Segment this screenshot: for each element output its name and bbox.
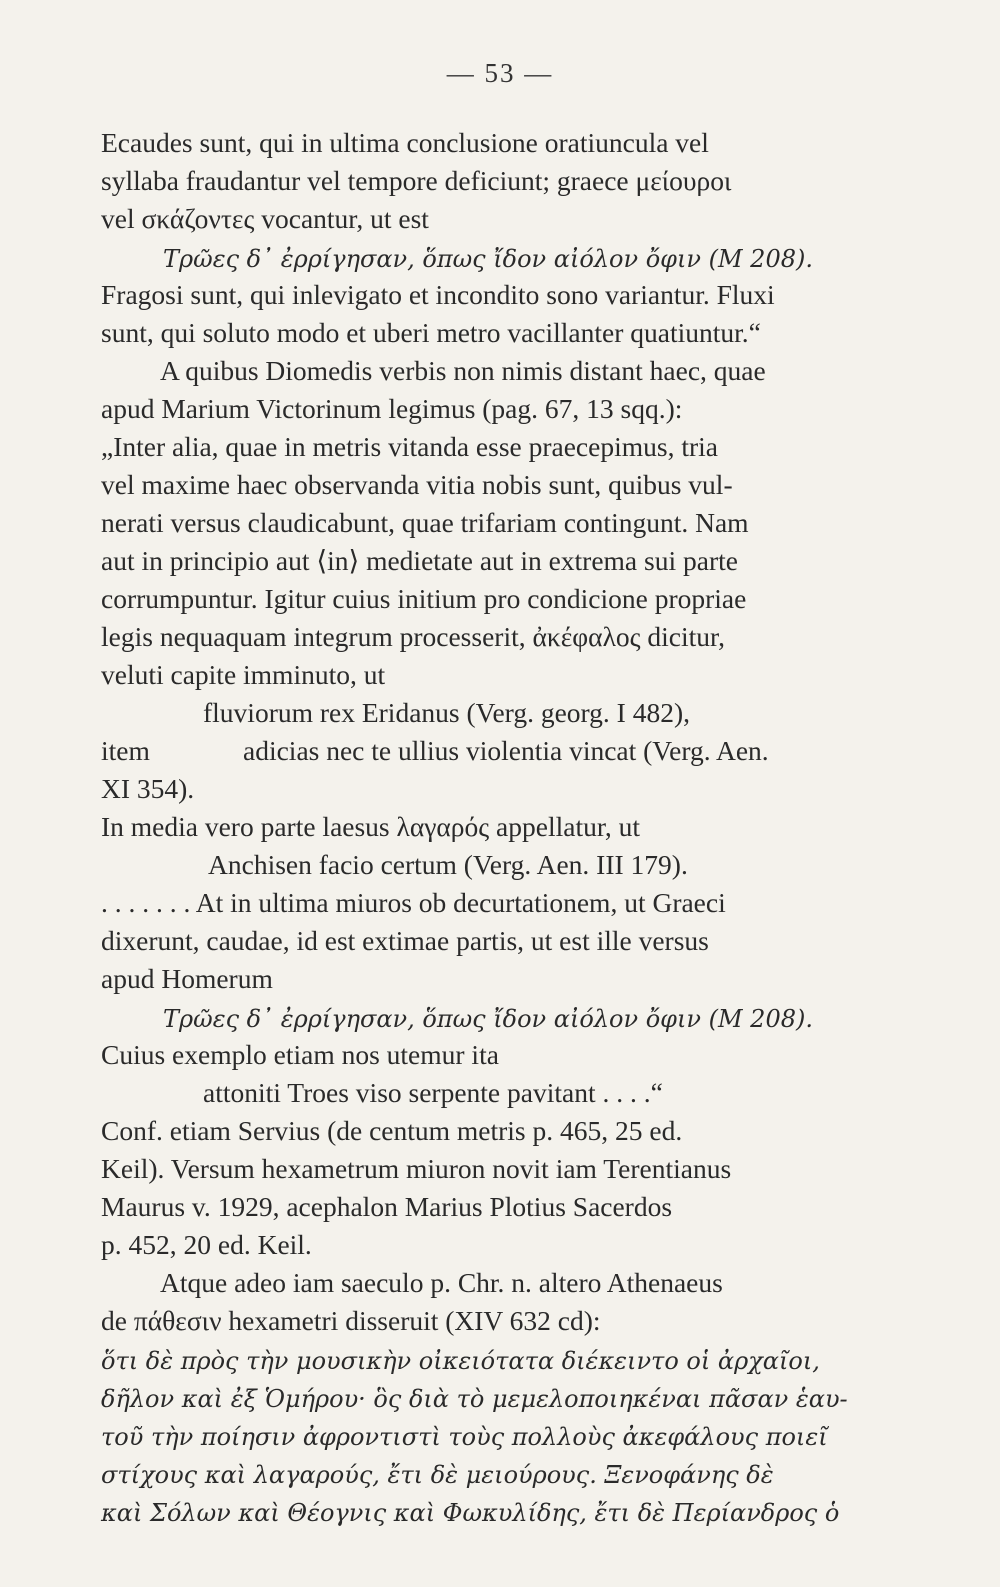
text-line: aut in principio aut ⟨in⟩ medietate aut in extrema sui parte: [101, 545, 738, 576]
text-line-greek: ὅτι δὲ πρὸς τὴν μουσικὴν οἰκειότατα διέκειντο οἱ ἀρχαῖοι,: [101, 1347, 820, 1375]
text-line: syllaba fraudantur vel tempore deficiunt; graece μείουροι: [101, 165, 732, 196]
text-line: Fragosi sunt, qui inlevigato et incondito sono variantur. Fluxi: [101, 279, 775, 310]
text-line: item: [101, 735, 150, 766]
text-line: sunt, qui soluto modo et uberi metro vacillanter quatiuntur.“: [101, 317, 761, 348]
text-line: apud Marium Victorinum legimus (pag. 67, 13 sqq.):: [101, 393, 683, 424]
text-line-greek-verse: Τρῶες δ᾽ ἐρρίγησαν, ὅπως ἴδον αἰόλον ὄφιν (M 208).: [163, 1005, 813, 1033]
text-line: vel maxime haec observanda vitia nobis sunt, quibus vul-: [101, 469, 733, 500]
text-line: nerati versus claudicabunt, quae trifariam contingunt. Nam: [101, 507, 749, 538]
text-line: XI 354).: [101, 773, 195, 804]
page-number: — 53 —: [446, 58, 554, 88]
text-line-verse: adicias nec te ullius violentia vincat (Verg. Aen.: [243, 735, 769, 766]
text-line-verse: attoniti Troes viso serpente pavitant . . . .“: [203, 1077, 663, 1108]
text-line: corrumpuntur. Igitur cuius initium pro condicione propriae: [101, 583, 747, 614]
text-line: Ecaudes sunt, qui in ultima conclusione oratiuncula vel: [101, 127, 709, 158]
text-line-greek: καὶ Σόλων καὶ Θέογνις καὶ Φωκυλίδης, ἔτι δὲ Περίανδρος ὁ: [101, 1499, 840, 1527]
text-line: p. 452, 20 ed. Keil.: [101, 1229, 312, 1260]
text-line: apud Homerum: [101, 963, 273, 994]
text-line: . . . . . . . At in ultima miuros ob decurtationem, ut Graeci: [101, 887, 726, 918]
text-line-verse: Anchisen facio certum (Verg. Aen. III 179).: [208, 849, 688, 880]
text-line: dixerunt, caudae, id est extimae partis, ut est ille versus: [101, 925, 709, 956]
text-line-greek-verse: Τρῶες δ᾽ ἐρρίγησαν, ὅπως ἴδον αἰόλον ὄφιν (M 208).: [163, 245, 813, 273]
text-line: Maurus v. 1929, acephalon Marius Plotius Sacerdos: [101, 1191, 673, 1222]
text-line: In media vero parte laesus λαγαρός appellatur, ut: [101, 811, 641, 842]
text-line-greek: τοῦ τὴν ποίησιν ἀφροντιστὶ τοὺς πολλοὺς ἀκεφάλους ποιεῖ: [101, 1423, 828, 1451]
text-line-verse: fluviorum rex Eridanus (Verg. georg. I 482),: [203, 697, 690, 728]
text-line: Atque adeo iam saeculo p. Chr. n. altero Athenaeus: [160, 1267, 723, 1298]
text-line: Conf. etiam Servius (de centum metris p. 465, 25 ed.: [101, 1115, 683, 1146]
text-line: de πάθεσιν hexametri disseruit (XIV 632 cd):: [101, 1305, 601, 1336]
text-line: „Inter alia, quae in metris vitanda esse praecepimus, tria: [101, 431, 718, 462]
text-line-greek: δῆλον καὶ ἐξ Ὁμήρου· ὃς διὰ τὸ μεμελοποιηκέναι πᾶσαν ἑαυ-: [101, 1385, 848, 1413]
text-line: Cuius exemplo etiam nos utemur ita: [101, 1039, 499, 1070]
text-line: legis nequaquam integrum processerit, ἀκέφαλος dicitur,: [101, 621, 725, 652]
text-line-greek: στίχους καὶ λαγαρούς, ἔτι δὲ μειούρους. Ξενοφάνης δὲ: [101, 1461, 774, 1489]
text-line: Keil). Versum hexametrum miuron novit iam Terentianus: [101, 1153, 732, 1184]
text-line: veluti capite imminuto, ut: [101, 659, 386, 690]
text-line: A quibus Diomedis verbis non nimis distant haec, quae: [160, 355, 766, 386]
text-line: vel σκάζοντες vocantur, ut est: [101, 203, 429, 234]
